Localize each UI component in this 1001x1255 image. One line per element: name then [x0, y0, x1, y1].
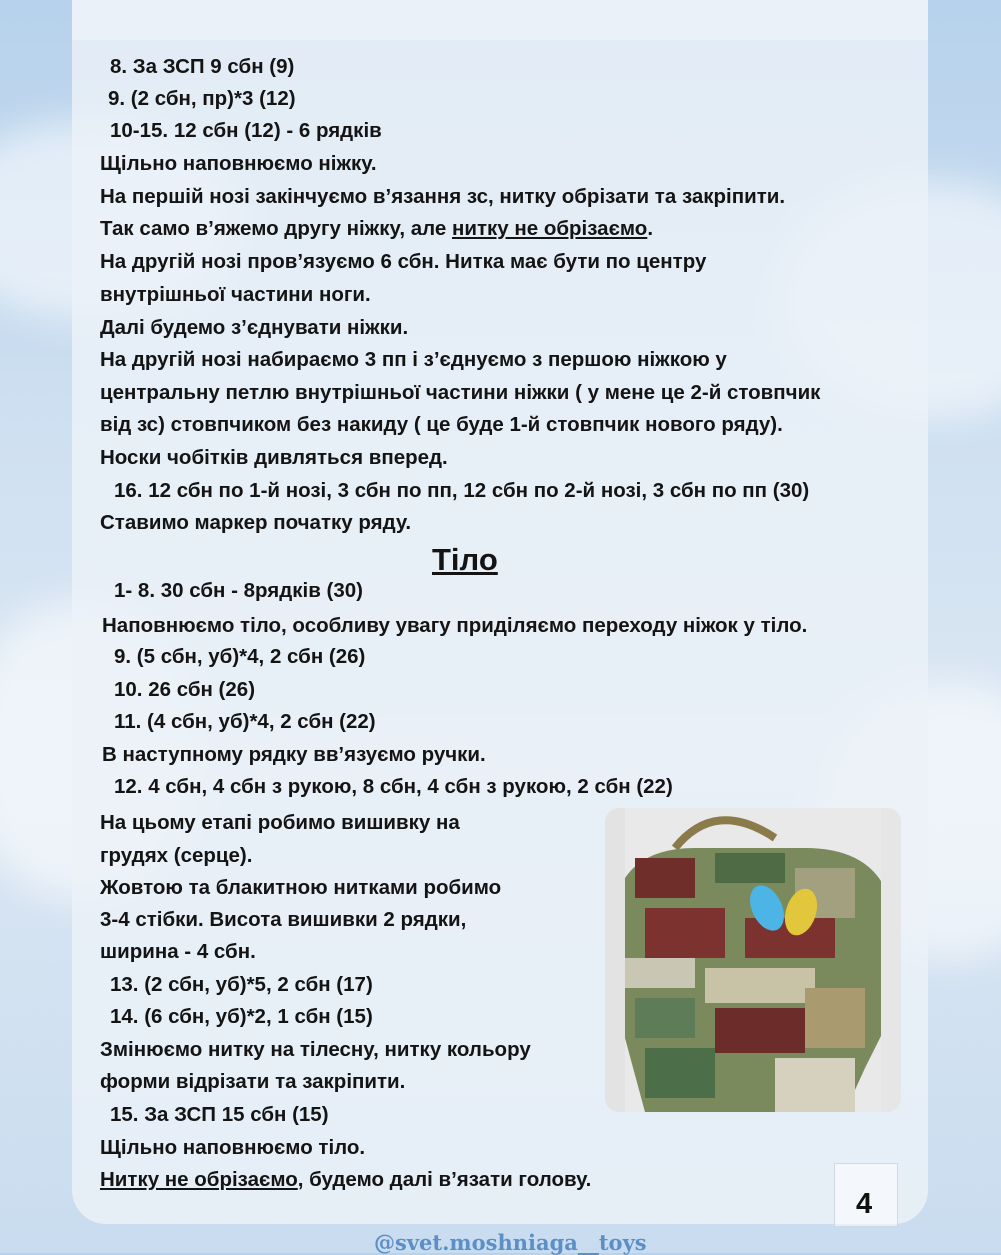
text-line: На першій нозі закінчуємо в’язання зс, нитку обрізати та закріпити.	[100, 185, 786, 208]
body-row-11: 11. (4 сбн, уб)*4, 2 сбн (22)	[114, 710, 376, 733]
body-row-9: 9. (5 сбн, уб)*4, 2 сбн (26)	[114, 645, 366, 668]
text-line: 3-4 стібки. Висота вишивки 2 рядки,	[100, 908, 467, 931]
underlined-note: Нитку не обрізаємо	[100, 1168, 298, 1191]
text-line: Щільно наповнюємо ніжку.	[100, 152, 377, 175]
text-line: На цьому етапі робимо вишивку на	[100, 811, 460, 834]
author-handle[interactable]: @svet.moshniaga__toys	[374, 1230, 647, 1255]
text-line: від зс) стовпчиком без накиду ( це буде 1-й стовпчик нового ряду).	[100, 413, 783, 436]
crochet-toy-photo	[605, 808, 901, 1112]
text-line: Далі будемо з’єднувати ніжки.	[100, 316, 409, 339]
text-line: Щільно наповнюємо тіло.	[100, 1136, 366, 1159]
section-title: Тіло	[432, 542, 498, 577]
underlined-note: нитку не обрізаємо	[451, 217, 648, 240]
body-row-12: 12. 4 сбн, 4 сбн з рукою, 8 сбн, 4 сбн з рукою, 2 сбн (22)	[114, 775, 673, 798]
page-number: 4	[856, 1188, 873, 1220]
text-line: Ставимо маркер початку ряду.	[100, 511, 412, 534]
text-line: Носки чобітків дивляться вперед.	[100, 446, 448, 469]
body-row-15: 15. За ЗСП 15 сбн (15)	[110, 1103, 329, 1126]
body-row-14: 14. (6 сбн, уб)*2, 1 сбн (15)	[110, 1005, 373, 1028]
text-line: грудях (серце).	[100, 844, 253, 867]
text-line: внутрішньої частини ноги.	[100, 283, 371, 306]
text-line: центральну петлю внутрішньої частини ніжки ( у мене це 2-й стовпчик	[100, 381, 821, 404]
text-line: Нитку не обрізаємо, будемо далі в’язати голову.	[100, 1168, 592, 1191]
text-line: В наступному рядку вв’язуємо ручки.	[102, 743, 486, 766]
row-10-15: 10-15. 12 сбн (12) - 6 рядків	[110, 119, 382, 142]
body-row-1-8: 1- 8. 30 сбн - 8рядків (30)	[114, 579, 363, 602]
crochet-toy-icon	[605, 808, 901, 1112]
text-line: ширина - 4 сбн.	[100, 940, 256, 963]
text-line: Жовтою та блакитною нитками робимо	[100, 876, 502, 899]
text-line: На другій нозі пров’язуємо 6 сбн. Нитка має бути по центру	[100, 250, 707, 273]
text-line: форми відрізати та закріпити.	[100, 1070, 406, 1093]
body-row-13: 13. (2 сбн, уб)*5, 2 сбн (17)	[110, 973, 373, 996]
text-line: На другій нозі набираємо 3 пп і з’єднуємо з першою ніжкою у	[100, 348, 727, 371]
row-9: 9. (2 сбн, пр)*3 (12)	[108, 87, 296, 110]
text-line: Змінюємо нитку на тілесну, нитку кольору	[100, 1038, 531, 1061]
row-8: 8. За ЗСП 9 сбн (9)	[110, 55, 295, 78]
row-16: 16. 12 сбн по 1-й нозі, 3 сбн по пп, 12 сбн по 2-й нозі, 3 сбн по пп (30)	[114, 479, 810, 502]
text-line: Так само в’яжемо другу ніжку, але нитку не обрізаємо.	[100, 217, 654, 240]
text-line: Наповнюємо тіло, особливу увагу приділяємо переходу ніжок у тіло.	[102, 614, 808, 637]
body-row-10: 10. 26 сбн (26)	[114, 678, 256, 701]
